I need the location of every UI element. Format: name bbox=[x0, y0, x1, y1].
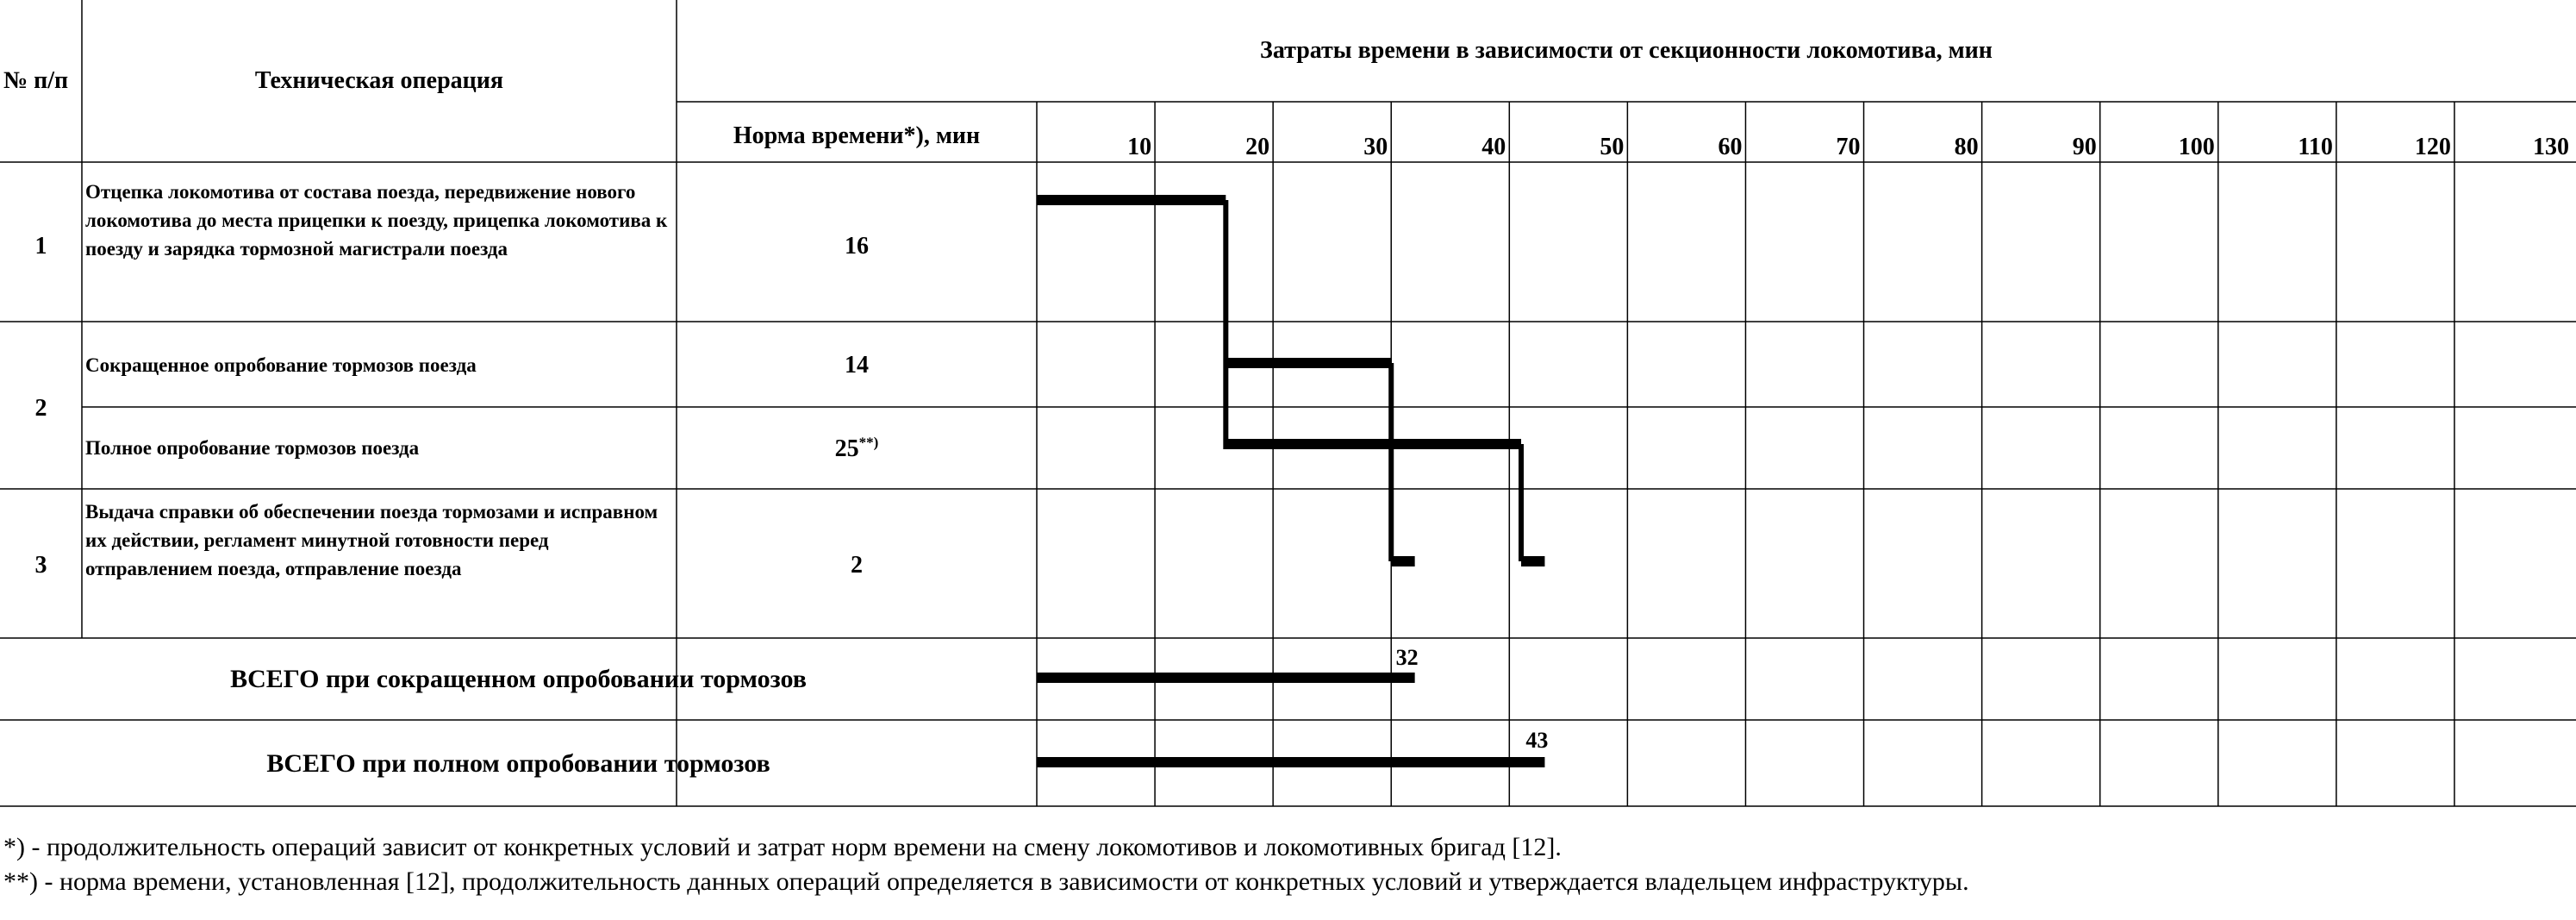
row-1-norm: 16 bbox=[845, 233, 869, 260]
gantt-bar-7 bbox=[1037, 757, 1544, 767]
tick-label-90: 90 bbox=[2072, 134, 2097, 160]
row-2b-norm-value: 25 bbox=[834, 435, 859, 462]
row-2-number: 2 bbox=[34, 395, 47, 422]
footnote-2: **) - норма времени, установленная [12], продолжительность данных операций определяется в зависимости от конкретных условий и утверждается владельцем инфраструктуры. bbox=[3, 867, 1969, 896]
tick-label-110: 110 bbox=[2298, 134, 2333, 160]
tick-label-30: 30 bbox=[1363, 134, 1388, 160]
row-3-operation: Выдача справки об обеспечении поезда тормозами и исправном их действии, регламент минутной готовности перед отправлением поезда, отправление поезда bbox=[85, 501, 658, 579]
tick-label-130: 130 bbox=[2533, 134, 2569, 160]
total-full-label: ВСЕГО при полном опробовании тормозов bbox=[266, 749, 770, 778]
tick-label-10: 10 bbox=[1127, 134, 1152, 160]
gantt-connector-1 bbox=[1223, 200, 1228, 449]
tick-label-20: 20 bbox=[1245, 134, 1270, 160]
row-2a-norm: 14 bbox=[845, 352, 869, 379]
gantt-connector-2 bbox=[1388, 363, 1394, 561]
row-3-norm: 2 bbox=[851, 552, 863, 579]
tick-label-80: 80 bbox=[1954, 134, 1979, 160]
gantt-bar-5 bbox=[1521, 556, 1544, 566]
gantt-bar-4 bbox=[1391, 556, 1414, 566]
row-2b-norm bbox=[677, 434, 1037, 462]
column-header-norm: Норма времени*), мин bbox=[733, 122, 981, 149]
gantt-bar-6 bbox=[1037, 673, 1415, 683]
tick-label-120: 120 bbox=[2414, 134, 2451, 160]
row-3-number: 3 bbox=[34, 552, 47, 579]
column-header-time-costs: Затраты времени в зависимости от секционности локомотива, мин bbox=[1260, 37, 1993, 64]
row-2a-operation: Сокращенное опробование тормозов поезда bbox=[85, 354, 477, 376]
gantt-connector-3 bbox=[1519, 444, 1524, 561]
tick-label-100: 100 bbox=[2178, 134, 2215, 160]
total-short-label: ВСЕГО при сокращенном опробовании тормозов bbox=[230, 665, 807, 693]
row-1-number: 1 bbox=[34, 233, 47, 260]
column-header-operation: Техническая операция bbox=[254, 67, 504, 94]
row-1-operation: Отцепка локомотива от состава поезда, передвижение нового локомотива до места прицепки к поезду, прицепка локомотива к поезду и зарядка тормозной магистрали поезда bbox=[85, 181, 668, 260]
row-2b-operation: Полное опробование тормозов поезда bbox=[85, 437, 420, 459]
gantt-bar-2 bbox=[1226, 358, 1391, 368]
tick-label-60: 60 bbox=[1718, 134, 1743, 160]
column-header-number: № п/п bbox=[3, 67, 69, 94]
footnote-1: *) - продолжительность операций зависит от конкретных условий и затрат норм времени на смену локомотивов и локомотивных бригад [12]. bbox=[3, 833, 1562, 861]
row-2b-norm-footnote-mark: **) bbox=[858, 434, 879, 451]
tick-label-70: 70 bbox=[1836, 134, 1861, 160]
gantt-bar-3 bbox=[1226, 439, 1521, 449]
tick-label-50: 50 bbox=[1600, 134, 1625, 160]
gantt-bar-1 bbox=[1037, 195, 1226, 205]
total-short-value: 32 bbox=[1395, 645, 1419, 670]
tick-label-40: 40 bbox=[1481, 134, 1506, 160]
total-full-value: 43 bbox=[1525, 728, 1549, 753]
